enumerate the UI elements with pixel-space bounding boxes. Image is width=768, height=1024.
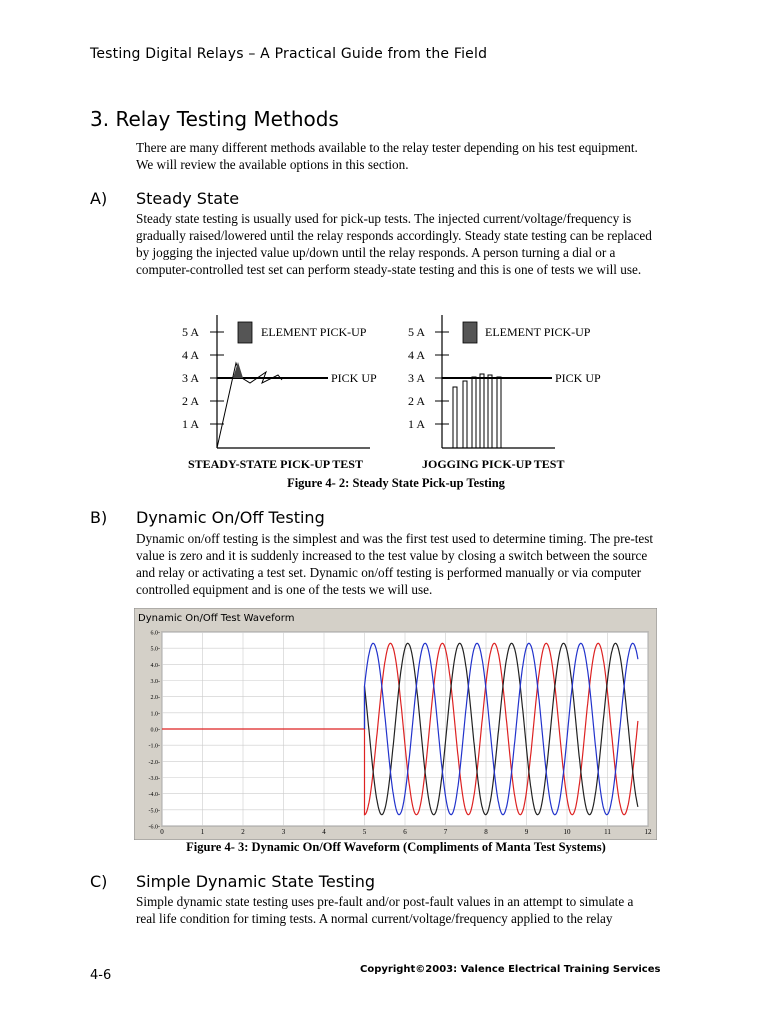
- y-tick-label: 5.0-: [150, 646, 160, 653]
- left-tick-4a: 4 A: [182, 348, 200, 362]
- pickup-figure: [170, 305, 610, 475]
- subsection-b-letter: B): [90, 508, 108, 527]
- left-tick-1a: 1 A: [182, 417, 200, 431]
- jogging-diagram: [408, 315, 601, 448]
- subsection-c-title: Simple Dynamic State Testing: [136, 872, 376, 891]
- right-tick-5a: 5 A: [408, 325, 426, 339]
- y-tick-label: -4.0-: [148, 792, 160, 799]
- page-number: 4-6: [90, 968, 112, 983]
- x-tick-label: 11: [604, 828, 611, 836]
- x-tick-label: 2: [241, 828, 245, 836]
- x-tick-label: 3: [281, 828, 286, 836]
- y-tick-label: 6.0-: [150, 630, 160, 637]
- section-title: 3. Relay Testing Methods: [90, 107, 339, 131]
- waveform-title: Dynamic On/Off Test Waveform: [138, 613, 295, 624]
- figure-4-3-caption: Figure 4- 3: Dynamic On/Off Waveform (Compliments of Manta Test Systems): [186, 840, 606, 854]
- x-tick-label: 10: [563, 828, 571, 836]
- y-tick-label: 4.0-: [150, 662, 160, 669]
- right-tick-2a: 2 A: [408, 394, 426, 408]
- x-tick-label: 9: [524, 828, 529, 836]
- steady-ramp-trace: [217, 363, 282, 448]
- y-tick-label: 1.0-: [150, 711, 160, 718]
- left-diagram-title: STEADY-STATE PICK-UP TEST: [188, 457, 363, 471]
- x-tick-label: 1: [200, 828, 205, 836]
- left-tick-2a: 2 A: [182, 394, 200, 408]
- y-tick-label: -5.0-: [148, 808, 160, 815]
- x-tick-label: 0: [160, 828, 164, 836]
- subsection-c-letter: C): [90, 872, 108, 891]
- left-pickup-label: PICK UP: [331, 371, 377, 385]
- y-tick-label: -1.0-: [148, 743, 160, 750]
- subsection-a-body: Steady state testing is usually used for pick-up tests. The injected current/voltage/frequency is gradually raised/lowered until the relay responds accordingly. Steady state testing can be replaced by jogging the injected value up/down until the relay responds. A person turning a dial or a computer-controlled test set can perform steady-state testing and this is one of tests we will use.: [136, 211, 652, 277]
- subsection-a-title: Steady State: [136, 189, 240, 208]
- subsection-b-body: Dynamic on/off testing is the simplest and was the first test used to determine timing. The pre-test value is zero and it is suddenly increased to the test value by closing a switch between the source and relay or activating a test set. Dynamic on/off testing is performed manually or via computer controlled equipment and is one of the tests we will use.: [136, 531, 654, 597]
- x-tick-label: 12: [644, 828, 652, 836]
- x-tick-label: 7: [443, 828, 448, 836]
- figure-4-2-caption: Figure 4- 2: Steady State Pick-up Testing: [287, 476, 505, 490]
- right-tick-3a: 3 A: [408, 371, 426, 385]
- y-tick-label: -6.0-: [148, 824, 160, 831]
- right-tick-4a: 4 A: [408, 348, 426, 362]
- steady-state-diagram: [182, 315, 377, 448]
- y-tick-label: -3.0-: [148, 776, 160, 782]
- y-tick-label: 2.0-: [150, 695, 160, 702]
- right-element-label: ELEMENT PICK-UP: [485, 325, 591, 339]
- x-tick-label: 4: [322, 828, 326, 836]
- subsection-a-letter: A): [90, 189, 108, 208]
- x-tick-label: 6: [403, 828, 407, 836]
- right-pickup-label: PICK UP: [555, 371, 601, 385]
- right-diagram-title: JOGGING PICK-UP TEST: [422, 457, 565, 471]
- jogging-pulses: [453, 374, 501, 448]
- left-element-label: ELEMENT PICK-UP: [261, 325, 367, 339]
- x-tick-label: 5: [362, 828, 367, 836]
- subsection-c-body: Simple dynamic state testing uses pre-fault and/or post-fault values in an attempt to simulate a real life condition for timing tests. A normal current/voltage/frequency applied to the relay: [136, 894, 634, 926]
- section-intro: There are many different methods available to the relay tester depending on his test equipment. We will review the available options in this section.: [136, 140, 638, 172]
- copyright-notice: Copyright©2003: Valence Electrical Training Services: [360, 964, 661, 975]
- running-header: Testing Digital Relays – A Practical Guide from the Field: [90, 46, 488, 62]
- left-tick-3a: 3 A: [182, 371, 200, 385]
- y-tick-label: 3.0-: [150, 679, 160, 685]
- y-tick-label: 0.0-: [150, 727, 160, 734]
- left-element-pickup-box: [238, 322, 252, 343]
- x-tick-label: 8: [484, 828, 488, 836]
- left-tick-5a: 5 A: [182, 325, 200, 339]
- right-element-pickup-box: [463, 322, 477, 343]
- waveform-chart: [134, 608, 657, 840]
- subsection-b-title: Dynamic On/Off Testing: [136, 508, 325, 527]
- right-tick-1a: 1 A: [408, 417, 426, 431]
- y-tick-label: -2.0-: [148, 759, 160, 766]
